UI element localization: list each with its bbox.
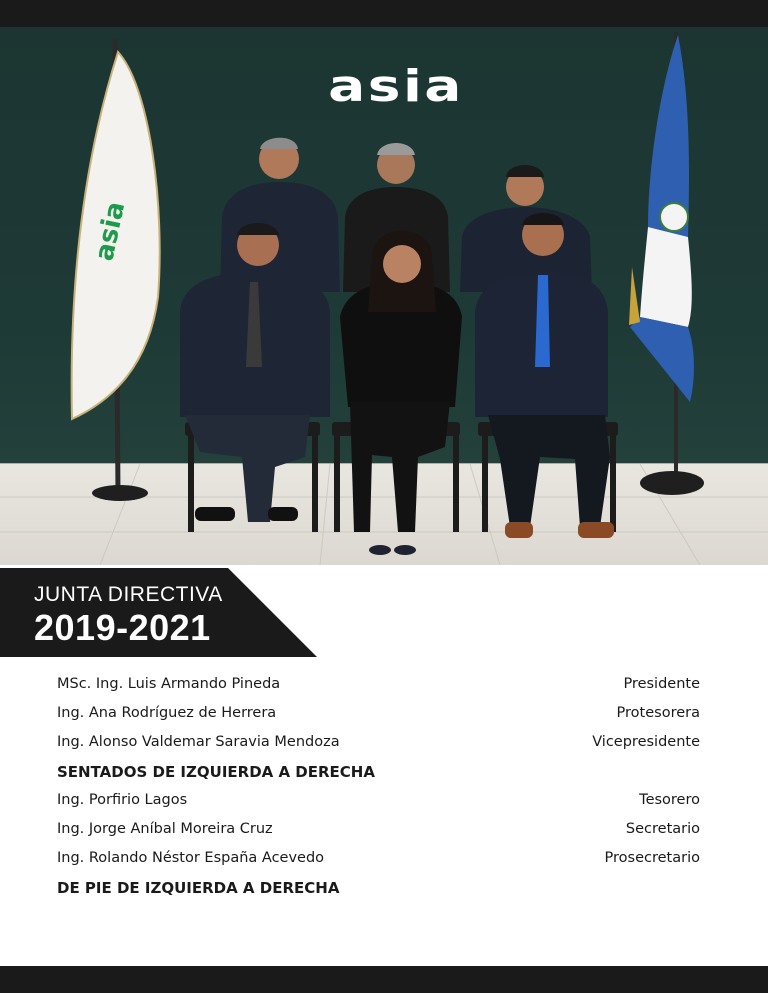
roster-row xyxy=(57,705,700,734)
roster-row xyxy=(57,792,700,821)
left-flag xyxy=(72,39,160,501)
member-name: Ing. Ana Rodríguez de Herrera xyxy=(57,705,277,721)
member-role: Presidente xyxy=(623,676,700,692)
roster-list xyxy=(57,676,700,908)
member-name: Ing. Jorge Aníbal Moreira Cruz xyxy=(57,821,273,837)
board-years: 2019-2021 xyxy=(34,607,211,648)
member-role: Protesorera xyxy=(616,705,700,721)
member-role: Prosecretario xyxy=(604,850,700,866)
bottom-bar xyxy=(0,966,768,993)
member-name: MSc. Ing. Luis Armando Pineda xyxy=(57,676,281,692)
right-flag xyxy=(629,32,704,495)
member-name: Ing. Alonso Valdemar Saravia Mendoza xyxy=(57,734,340,750)
flag-logo-text: asia xyxy=(89,199,132,264)
roster-row xyxy=(57,734,700,763)
member-name: Ing. Porfirio Lagos xyxy=(57,792,188,808)
board-label: JUNTA DIRECTIVA xyxy=(34,583,223,606)
member-role: Tesorero xyxy=(639,792,700,808)
roster-row xyxy=(57,676,700,705)
member-role: Secretario xyxy=(625,821,700,837)
section-heading xyxy=(57,763,700,792)
group-photo xyxy=(0,27,768,565)
roster-row xyxy=(57,821,700,850)
asia-logo: asia xyxy=(328,61,464,112)
section-heading-text: DE PIE DE IZQUIERDA A DERECHA xyxy=(57,879,340,897)
member-name: Ing. Rolando Néstor España Acevedo xyxy=(57,850,325,866)
top-bar xyxy=(0,0,768,27)
section-heading xyxy=(57,879,700,908)
member-role: Vicepresidente xyxy=(592,734,700,750)
section-heading-text: SENTADOS DE IZQUIERDA A DERECHA xyxy=(57,763,375,781)
roster-row xyxy=(57,850,700,879)
